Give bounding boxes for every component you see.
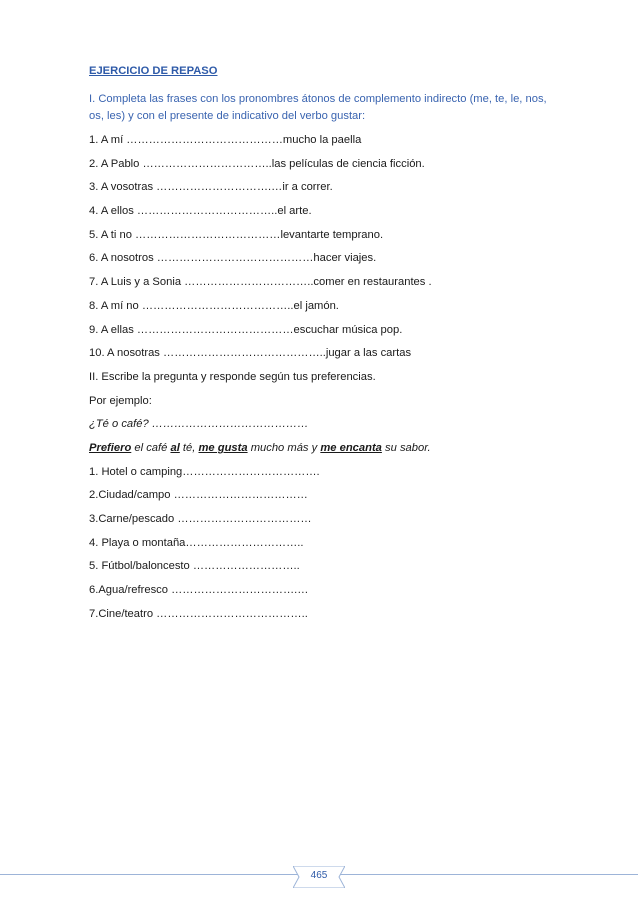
document-page [89, 64, 559, 630]
exercise2-item-7: 7.Cine/teatro ………………………………….. [89, 607, 308, 620]
exercise1-item-4: 4. A ellos ………………………………..el arte. [89, 205, 312, 218]
example-label: Por ejemplo: [89, 394, 152, 407]
exercise1-item-1: 1. A mí ……………………………………mucho la paella [89, 134, 362, 146]
exercise1-item-3: 3. A vosotras ………………………….…ir a correr. [89, 181, 333, 194]
page-footer [0, 866, 638, 890]
exercise2-item-1: 1. Hotel o camping………………………………. [89, 465, 320, 478]
page-number: 465 [310, 870, 328, 881]
example-answer-text-3: mucho más y [247, 441, 321, 454]
section1-numeral: I. [89, 93, 96, 105]
example-answer-prefiero: Prefiero [89, 441, 132, 454]
section1-instruction-text: Completa las frases con los pronombres átonos de complemento indirecto (me, te, le, nos, os, les) y con el presente de indicativo del verbo gustar: [89, 93, 547, 122]
example-answer-text-4: su sabor. [381, 441, 431, 454]
example-answer-text-2: té, [179, 441, 199, 454]
example-answer-me-gusta: me gusta [198, 441, 248, 454]
exercise2-item-5: 5. Fútbol/baloncesto ……………………….. [89, 560, 300, 573]
page-number-tab [293, 866, 345, 888]
example-answer-text-1: el café [131, 441, 171, 454]
exercise1-item-9: 9. A ellas ……………………………………escuchar música pop. [89, 323, 403, 336]
exercise1-item-7: 7. A Luis y a Sonia ……………………………..comer en restaurantes . [89, 276, 432, 289]
exercise1-item-2: 2. A Pablo ……………………………..las películas de ciencia ficción. [89, 157, 425, 170]
exercise1-item-8: 8. A mí no …………………………………..el jamón. [89, 299, 339, 312]
exercise1-item-5: 5. A ti no …………………………………levantarte temprano. [89, 228, 384, 241]
exercise2-item-6: 6.Agua/refresco …………………………….… [89, 584, 309, 597]
exercise1-item-6: 6. A nosotros ……………………………………hacer viajes. [89, 252, 377, 265]
exercise2-item-2: 2.Ciudad/campo ……………………………… [89, 489, 308, 502]
example-answer-al: al [170, 441, 180, 454]
exercise2-item-3: 3.Carne/pescado ……………………………… [89, 513, 312, 525]
section1-instruction [89, 91, 559, 125]
example-answer [89, 441, 559, 455]
exercise1-item-10: 10. A nosotras ……………………………………..jugar a las cartas [89, 347, 412, 360]
section2-instruction: II. Escribe la pregunta y responde según tus preferencias. [89, 370, 376, 383]
example-answer-me-encanta: me encanta [320, 441, 382, 454]
exercise2-item-4: 4. Playa o montaña………………………….. [89, 536, 304, 549]
example-question: ¿Té o café? …………………………………… [89, 418, 309, 431]
exercise-title: EJERCICIO DE REPASO [89, 65, 218, 77]
